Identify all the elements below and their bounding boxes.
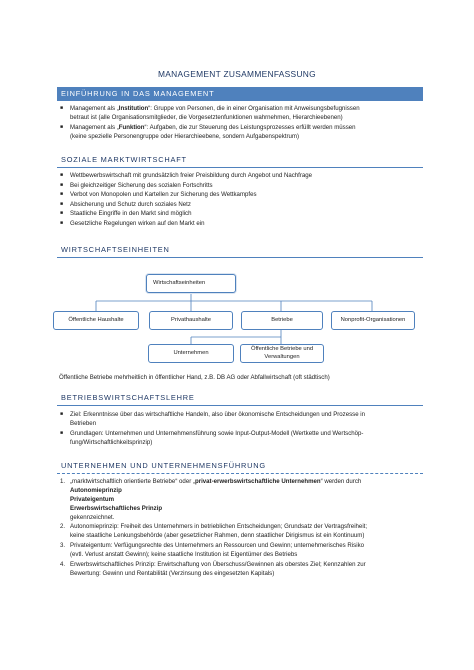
bwl-ziel-cont: Betrieben	[70, 420, 97, 427]
org-root-wirtschaftseinheiten: Wirtschaftseinheiten	[146, 274, 236, 293]
list-item: Gesetzliche Regelungen wirken auf den Markt ein	[70, 219, 205, 227]
list-item-1: „marktwirtschaftlich orientierte Betriebe“ oder „privat-erwerbswirtschaftliche Unternehmen“ werden durch	[70, 478, 362, 485]
page-title: MANAGEMENT ZUSAMMENFASSUNG	[158, 69, 316, 79]
list-item-4-cont: Bewertung: Gewinn und Rentabilität (Verzinsung des eingesetzten Kapitals)	[70, 570, 275, 577]
bullet-icon: ■	[60, 181, 64, 188]
list-item-1-privateigentum: Privateigentum	[70, 496, 115, 503]
section-heading-bwl: BETRIEBSWIRTSCHAFTSLEHRE	[57, 393, 423, 406]
wirtschaftseinheiten-note: Öffentliche Betriebe mehrheitlich in öffentlicher Hand, z.B. DB AG oder Abfallwirtschaft (oft städtisch)	[59, 374, 330, 381]
bullet-funktion: Management als „Funktion“: Aufgaben, die zur Steuerung des Leistungsprozesses erfüllt werden müssen	[70, 124, 356, 131]
bullet-icon: ■	[60, 191, 64, 197]
list-item-2: Autonomieprinzip: Freiheit des Unternehmers in betrieblichen Entscheidungen; Grundsatz der Vertragsfreiheit;	[70, 523, 368, 530]
bullet-icon: ■	[60, 200, 64, 207]
bullet-icon: ■	[60, 105, 64, 111]
list-item: Verbot von Monopolen und Kartellen zur Sicherung des Wettkampfes	[70, 191, 257, 198]
list-number: 4.	[60, 561, 66, 568]
section-heading-marktwirtschaft: SOZIALE MARKTWIRTSCHAFT	[57, 155, 423, 168]
org-node-unternehmen: Unternehmen	[148, 344, 234, 363]
section-heading-management: EINFÜHRUNG IN DAS MANAGEMENT	[57, 87, 423, 101]
list-item: Staatliche Eingriffe in den Markt sind möglich	[70, 210, 192, 217]
list-item-1-end: gekennzeichnet.	[70, 514, 115, 521]
bullet-institution-cont: betraut ist (alle Organisationsmitglieder, die Vorgesetztenfunktionen wahrnehmen, Hierarchieebenen)	[70, 114, 343, 121]
org-node-oeffentliche-haushalte: Öffentliche Haushalte	[53, 311, 139, 330]
bullet-icon: ■	[60, 124, 64, 130]
bullet-icon: ■	[60, 411, 64, 417]
bullet-icon: ■	[60, 219, 64, 226]
list-item-3: Privateigentum: Verfügungsrechte des Unternehmers an Ressourcen und Gewinn; unternehmerisches Risiko	[70, 542, 365, 549]
list-number: 2.	[60, 523, 66, 530]
list-item-4: Erwerbswirtschaftliches Prinzip: Erwirtschaftung von Überschuss/Gewinnen als oberstes Ziel; Kennzahlen zur	[70, 561, 366, 568]
list-item: Bei gleichzeitiger Sicherung des sozialen Fortschritts	[70, 181, 213, 189]
bullet-institution: Management als „Institution“: Gruppe von Personen, die in einer Organisation mit Anweisungsbefugnissen	[70, 105, 360, 112]
bwl-grundlagen-cont: fung/Wirtschaftlichkeitsprinzip)	[70, 439, 153, 446]
org-node-privathaushalte: Privathaushalte	[149, 311, 233, 330]
list-item: Absicherung und Schutz durch soziales Netz	[70, 200, 191, 208]
list-number: 1.	[60, 478, 66, 485]
list-item: Wettbewerbswirtschaft mit grundsätzlich freier Preisbildung durch Angebot und Nachfrage	[70, 172, 313, 179]
bullet-icon: ■	[60, 210, 64, 216]
bwl-grundlagen: Grundlagen: Unternehmen und Unternehmensführung sowie Input-Output-Modell (Wertkette und Wertschöp-	[70, 430, 364, 437]
org-node-oeffentliche-betriebe: Öffentliche Betriebe und Verwaltungen	[240, 344, 324, 363]
bullet-icon: ■	[60, 430, 64, 436]
bullet-funktion-cont: (keine spezielle Personengruppe oder Hierarchieebene, sondern Aufgabenspektrum)	[70, 133, 299, 140]
org-node-betriebe: Betriebe	[241, 311, 323, 330]
list-item-2-cont: keine staatliche Lenkungsbehörde (aber gesetzlicher Rahmen, denn staatlicher Dirigismus ist ein Kontinuum)	[70, 532, 365, 539]
list-item-1-autonomie: Autonomieprinzip	[70, 487, 122, 494]
list-item-1-erwerb: Erwerbswirtschaftliches Prinzip	[70, 505, 163, 512]
section-heading-wirtschaftseinheiten: WIRTSCHAFTSEINHEITEN	[57, 245, 423, 258]
bullet-icon: ■	[60, 172, 64, 178]
section-heading-unternehmen: UNTERNEHMEN UND UNTERNEHMENSFÜHRUNG	[57, 461, 423, 474]
list-number: 3.	[60, 542, 66, 549]
org-node-nonprofit: Nonprofit-Organisationen	[331, 311, 415, 330]
bwl-ziel: Ziel: Erkenntnisse über das wirtschaftliche Handeln, also über ökonomische Entscheidungen und Prozesse in	[70, 411, 366, 418]
list-item-3-cont: (evtl. Verlust anstatt Gewinn); keine staatliche Institution ist Eigentümer des Betriebs	[70, 551, 298, 558]
